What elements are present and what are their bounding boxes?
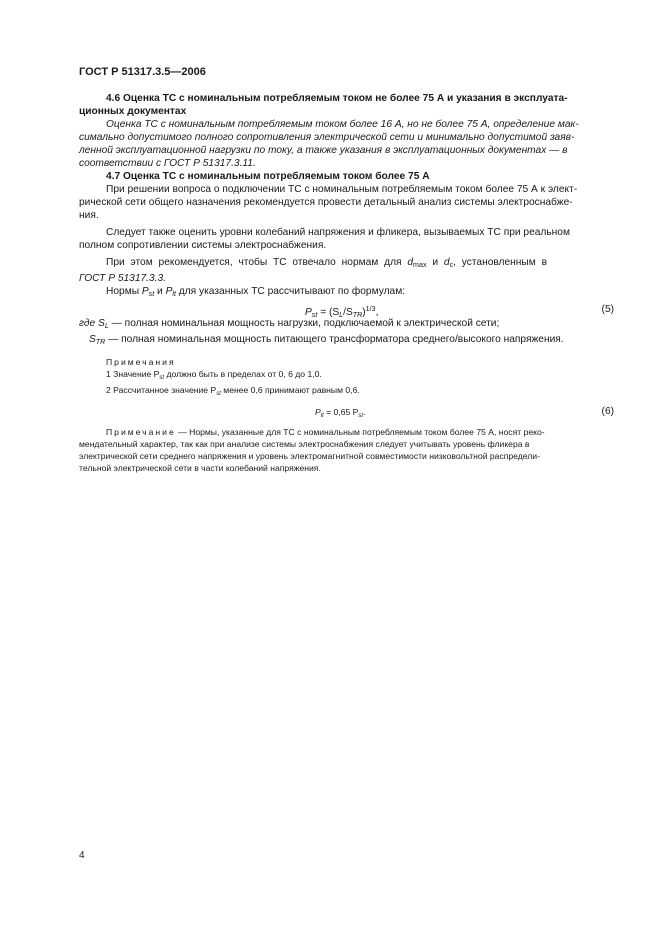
formula-6: $P_{lt} = 0,65$ $P_{st}$. (6) [315, 406, 614, 419]
note-item: 1 Значение $P_{st}$ должно быть в пределах от 0, 6 до 1,0. [106, 369, 322, 381]
section-4-6-title: 4.6 Оценка ТС с номинальным потребляемым током не более 75 А и указания в эксплуата- [106, 93, 568, 104]
section-4-6-text-line: Оценка ТС с номинальным потребляемым током более 16 А, но не более 75 А, определение мак- [106, 119, 579, 130]
paragraph-line: Нормы $P_{st}$ и $P_{lt}$ для указанных ТС рассчитывают по формулам: [106, 286, 406, 298]
note-line: электрической сети среднего напряжения и уровень электромагнитной совместимости низковольтной распредели- [79, 451, 540, 461]
paragraph-line: ния. [79, 210, 99, 221]
section-4-6-text-line: ленной эксплуатационной нагрузки по току, а также указания в эксплуатационных документах — в [79, 145, 568, 156]
note-label: Примечание [106, 427, 176, 437]
paragraph-line: Следует также оценить уровни колебаний напряжения и фликера, вызываемых ТС при реальном [106, 227, 570, 238]
paragraph-line: полном сопротивлении системы электроснабжения. [79, 240, 327, 251]
notes-heading: Примечания [106, 357, 176, 367]
section-4-6-text-line: симально допустимого полного сопротивления электрической сети и минимально допустимой заяв- [79, 132, 575, 143]
note-item: 2 Рассчитанное значение $P_{st}$ менее 0,6 принимают равным 0,6. [106, 385, 360, 397]
definition-line: где $S_L$ — полная номинальная мощность нагрузки, подключаемой к электрической сети; [79, 318, 500, 330]
note-line: мендательный характер, так как при анализе системы электроснабжения следует учитывать уровень фликера в [79, 439, 530, 449]
page-content [79, 92, 614, 474]
paragraph-line: При этом рекомендуется, чтобы ТС отвечало нормам для $d_{max}$ и $d_c$, установленным в [106, 257, 547, 269]
section-4-6-text-line: соответствии с ГОСТ Р 51317.3.11. [79, 158, 256, 169]
notes-block [79, 356, 614, 400]
definition-line: $S_{TR}$ — полная номинальная мощность питающего трансформатора среднего/высокого напряжения. [89, 334, 564, 346]
standard-header: ГОСТ Р 51317.3.5—2006 [79, 66, 206, 78]
formula-number: (5) [601, 304, 614, 315]
section-4-7-title: 4.7 Оценка ТС с номинальным потребляемым током более 75 А [106, 171, 430, 182]
formula-number: (6) [601, 406, 614, 417]
paragraph-line: рической сети общего назначения рекомендуется провести детальный анализ системы электроснабже- [79, 197, 573, 208]
note-line: тельной электрической сети в части колебаний напряжения. [79, 463, 321, 473]
formula-5: $P_{st} = (S_L/S_{TR})^{1/3}$, (5) [305, 304, 614, 319]
reference-gost: ГОСТ Р 51317.3.3. [79, 273, 166, 284]
paragraph-line: При решении вопроса о подключении ТС с номинальным потребляемым током более 75 А к элект- [106, 184, 578, 195]
note-paragraph: Примечание — Нормы, указанные для ТС с номинальным потребляемым током более 75 А, носят реко- мендательный характер, так как при анализе системы электроснабжения следует учитывать уровень фликера в электрической сети среднего напряжения и уровень электромагнитной совместимости низковольтной распредели- тельной электрической сети в части колебаний напряжения. [79, 426, 614, 474]
page-number: 4 [79, 850, 85, 861]
section-4-6-title-cont: ционных документах [79, 106, 187, 117]
